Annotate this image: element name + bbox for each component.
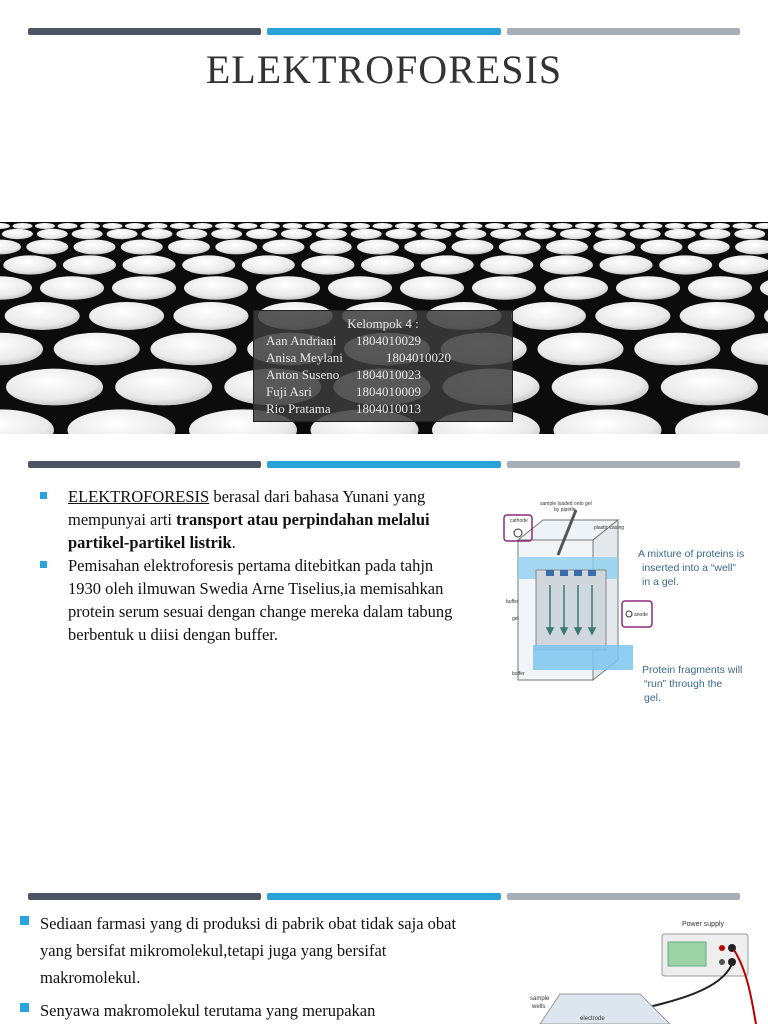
disc-shape (2, 229, 33, 239)
disc-shape (661, 369, 758, 406)
disc-shape (719, 255, 768, 274)
disc-shape (37, 229, 68, 239)
disc-shape (595, 302, 670, 330)
disc-shape (485, 223, 505, 229)
disc-shape (733, 223, 753, 229)
disc-shape (141, 229, 172, 239)
member-name: Rio Pratama (266, 401, 331, 416)
disc-shape (540, 255, 593, 274)
bar-gray (507, 28, 740, 35)
disc-shape (530, 223, 550, 229)
label-pipette: by pipette (554, 507, 576, 513)
bar-dark (28, 461, 261, 468)
note1-line1: A mixture of proteins is (638, 548, 745, 560)
member-id: 1804010029 (356, 333, 421, 348)
disc-shape (680, 302, 755, 330)
disc-shape (675, 409, 768, 434)
disc-shape (26, 240, 68, 255)
disc-shape (5, 302, 80, 330)
label-wells: wells (532, 1004, 546, 1010)
history-text: Pemisahan elektroforesis pertama ditebitkan pada tahjn 1930 oleh ilmuwan Swedia Arne Tiselius,ia memisahkan protein serum sesuai dengan change mereka dalam tabung berbentuk u diisi dengan buffer. (68, 556, 453, 644)
note1-line3: in a gel. (642, 576, 679, 588)
disc-shape (595, 229, 626, 239)
disc-shape (538, 333, 624, 365)
note2-line1: Protein fragments will (642, 664, 743, 676)
disc-shape (3, 255, 56, 274)
bar-blue (267, 28, 500, 35)
disc-shape (764, 302, 768, 330)
disc-shape (58, 223, 78, 229)
bullet-square-icon (20, 1003, 29, 1012)
disc-shape (525, 229, 556, 239)
disc-shape (508, 223, 528, 229)
disc-shape (552, 369, 649, 406)
label-cathode: cathode (510, 518, 528, 524)
disc-shape (463, 223, 483, 229)
bullet-square-icon (40, 492, 47, 499)
disc-shape (173, 302, 248, 330)
disc-shape (480, 255, 533, 274)
disc-shape (386, 229, 417, 239)
group-header: Kelompok 4 : (347, 316, 419, 331)
macromolecule-text: Senyawa makromolekul terutama yang merupakan (40, 1001, 376, 1020)
disc-shape (490, 229, 521, 239)
bar-gray (507, 461, 740, 468)
member-id: 1804010023 (356, 367, 421, 382)
member-name: Fuji Asri (266, 384, 312, 399)
disc-shape (544, 276, 608, 300)
disc-shape (395, 223, 415, 229)
member-id: 1804010009 (356, 384, 421, 399)
member-row (266, 400, 500, 417)
disc-shape (151, 333, 237, 365)
disc-shape (176, 229, 207, 239)
disc-shape (121, 240, 163, 255)
disc-shape (400, 276, 464, 300)
label-buffer-bottom: buffer (512, 671, 525, 677)
disc-shape (630, 229, 661, 239)
member-name: Aan Andriani (266, 333, 337, 348)
disc-shape (211, 229, 242, 239)
disc-shape (0, 333, 43, 365)
label-electrode: electrode (580, 1016, 605, 1022)
bullet-history (40, 554, 470, 646)
label-anode: anode (634, 612, 648, 618)
disc-shape (310, 240, 352, 255)
member-row (266, 366, 500, 383)
definition-text: berasal dari bahasa Yunani yang mempunyai arti (68, 487, 426, 529)
pharma-text: Sediaan farmasi yang di produksi di pabrik obat tidak saja obat yang bersifat mikromolekul,tetapi juga yang bersifat makromolekul. (40, 914, 457, 987)
disc-shape (440, 223, 460, 229)
disc-shape (710, 223, 730, 229)
disc-shape (418, 223, 438, 229)
disc-shape (168, 240, 210, 255)
member-row (266, 383, 500, 400)
member-id: 1804010013 (356, 401, 421, 416)
disc-shape (107, 229, 138, 239)
disc-shape (665, 223, 685, 229)
disc-shape (734, 229, 765, 239)
bar-gray (507, 893, 740, 900)
disc-shape (688, 276, 752, 300)
member-row (266, 332, 500, 349)
disc-shape (350, 223, 370, 229)
label-gel: gel (512, 616, 519, 622)
disc-shape (0, 240, 21, 255)
disc-shape (699, 229, 730, 239)
disc-shape (373, 223, 393, 229)
disc-shape (620, 223, 640, 229)
disc-shape (452, 240, 494, 255)
disc-shape (74, 240, 116, 255)
definition-bold: transport atau perpindahan melalui partikel-partikel listrik (68, 510, 430, 552)
slide3-bullets (20, 910, 490, 1030)
disc-shape (112, 276, 176, 300)
disc-shape (115, 369, 212, 406)
disc-shape (89, 302, 164, 330)
disc-shape (238, 223, 258, 229)
disc-shape (351, 229, 382, 239)
disc-shape (361, 255, 414, 274)
disc-shape (420, 229, 451, 239)
disc-shape (553, 223, 573, 229)
disc-shape (634, 333, 720, 365)
disc-shape (301, 255, 354, 274)
gel-electrophoresis-diagram (498, 495, 748, 715)
disc-shape (263, 240, 305, 255)
disc-shape (616, 276, 680, 300)
disc-shape (328, 276, 392, 300)
bullet-pharma (20, 910, 490, 991)
disc-shape (0, 409, 54, 434)
top-bars-slide2 (28, 461, 740, 469)
disc-shape (735, 240, 768, 255)
disc-shape (575, 223, 595, 229)
disc-shape (215, 240, 257, 255)
disc-shape (472, 276, 536, 300)
member-name: Anisa Meylani (266, 350, 343, 365)
bar-dark (28, 28, 261, 35)
bar-dark (28, 893, 261, 900)
disc-shape (731, 333, 768, 365)
disc-shape (760, 276, 768, 300)
disc-shape (54, 333, 140, 365)
top-bars-slide1 (28, 28, 740, 36)
disc-shape (305, 223, 325, 229)
disc-shape (283, 223, 303, 229)
member-row (266, 349, 500, 366)
disc-shape (281, 229, 312, 239)
disc-shape (641, 240, 683, 255)
top-bars-slide3 (28, 893, 740, 901)
slide2-bullets (40, 485, 470, 646)
disc-shape (148, 223, 168, 229)
disc-shape (554, 409, 662, 434)
disc-shape (357, 240, 399, 255)
note2-line3: gel. (644, 692, 661, 704)
disc-shape (246, 229, 277, 239)
disc-shape (688, 223, 708, 229)
label-plastic-casing: plastic casing (594, 525, 625, 531)
disc-shape (688, 240, 730, 255)
disc-shape (316, 229, 347, 239)
disc-shape (546, 240, 588, 255)
disc-shape (260, 223, 280, 229)
bullet-square-icon (20, 916, 29, 925)
disc-shape (215, 223, 235, 229)
label-sample: sample (530, 996, 550, 1002)
disc-shape (35, 223, 55, 229)
disc-shape (659, 255, 712, 274)
disc-shape (421, 255, 474, 274)
disc-shape (182, 255, 235, 274)
bullet-macromolecule (20, 997, 490, 1024)
disc-shape (0, 223, 10, 229)
disc-shape (0, 276, 32, 300)
bar-blue (267, 461, 500, 468)
member-id: 1804010020 (386, 350, 451, 365)
disc-shape (560, 229, 591, 239)
disc-shape (665, 229, 696, 239)
label-sample-loaded: sample loaded onto gel (540, 501, 592, 507)
disc-shape (511, 302, 586, 330)
disc-shape (170, 223, 190, 229)
group-members-box (253, 310, 513, 422)
disc-shape (755, 223, 768, 229)
disc-shape (72, 229, 103, 239)
disc-shape (68, 409, 176, 434)
disc-shape (13, 223, 33, 229)
disc-shape (328, 223, 348, 229)
power-supply-diagram (520, 912, 760, 1024)
disc-shape (40, 276, 104, 300)
disc-shape (600, 255, 653, 274)
disc-shape (123, 255, 176, 274)
disc-shape (103, 223, 123, 229)
term-elektroforesis: ELEKTROFORESIS (68, 487, 210, 506)
disc-shape (63, 255, 116, 274)
disc-shape (404, 240, 446, 255)
note1-line2: inserted into a “well” (642, 562, 736, 574)
disc-shape (242, 255, 295, 274)
definition-end: . (231, 533, 236, 552)
disc-shape (6, 369, 103, 406)
disc-shape (80, 223, 100, 229)
slide-title: ELEKTROFORESIS (205, 47, 563, 92)
disc-shape (593, 240, 635, 255)
disc-shape (455, 229, 486, 239)
note2-line2: “run” through the (644, 678, 723, 690)
bullet-definition (40, 485, 470, 554)
label-buffer-top: buffer (506, 599, 519, 605)
disc-shape (125, 223, 145, 229)
disc-shape (598, 223, 618, 229)
disc-shape (643, 223, 663, 229)
member-name: Anton Suseno (266, 367, 340, 382)
disc-shape (184, 276, 248, 300)
bar-blue (267, 893, 500, 900)
disc-shape (193, 223, 213, 229)
bullet-square-icon (40, 561, 47, 568)
label-power-supply: Power supply (682, 921, 725, 928)
disc-shape (256, 276, 320, 300)
disc-shape (499, 240, 541, 255)
